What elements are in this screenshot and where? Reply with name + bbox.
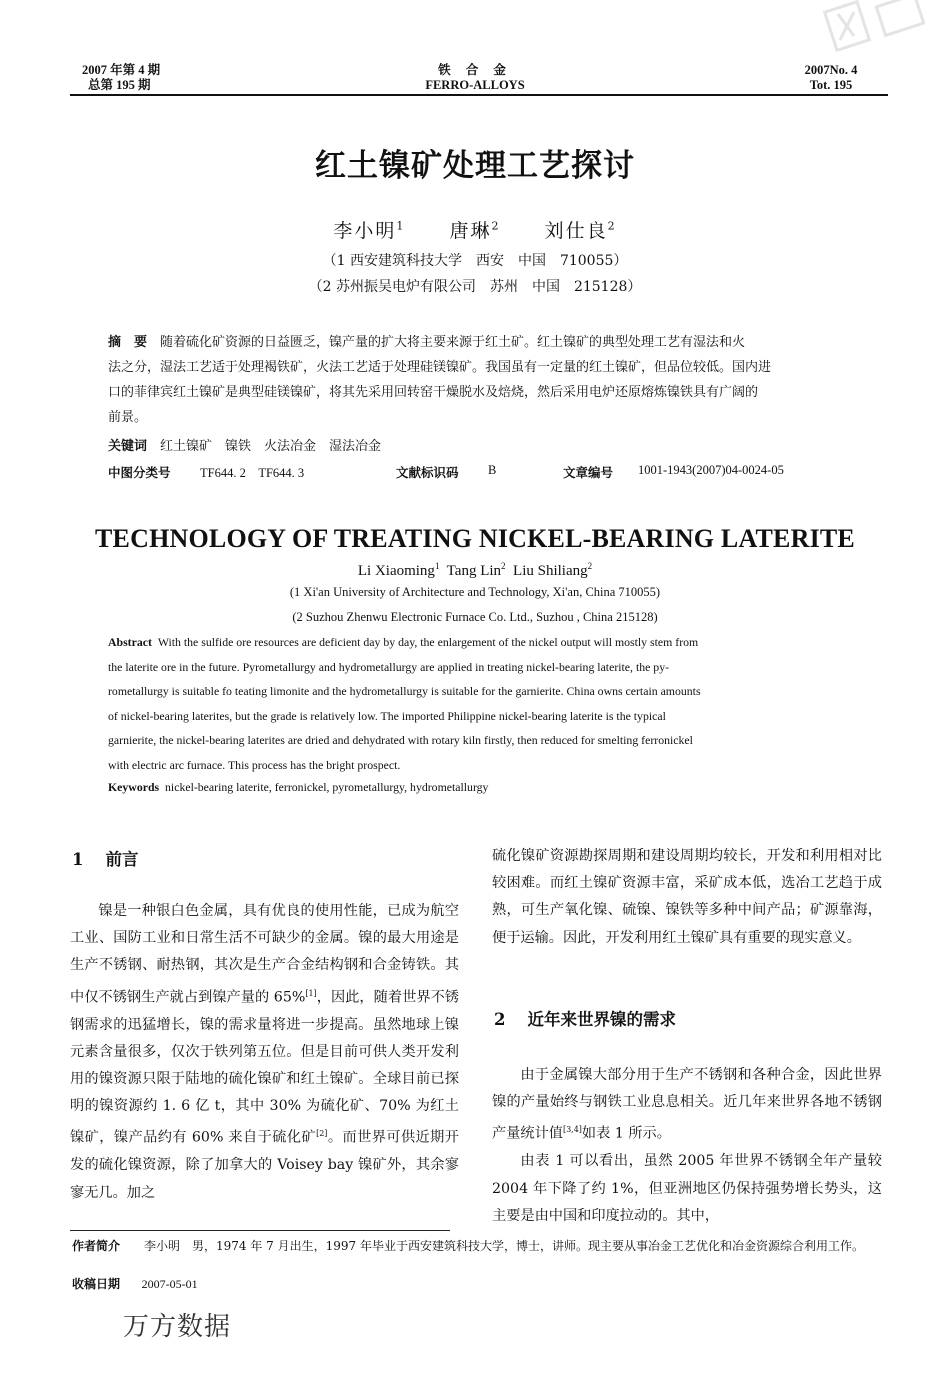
keywords-en-value: nickel-bearing laterite, ferronickel, pyrometallurgy, hydrometallurgy xyxy=(165,780,489,794)
abstract-en-line: rometallurgy is suitable fo teating limonite and the hydrometallurgy is suitable for the garnierite. China owns certain amounts xyxy=(108,684,701,698)
received-date: 2007-05-01 xyxy=(141,1277,198,1291)
affiliation-zh-2: （2 苏州振吴电炉有限公司 苏州 中国 215128） xyxy=(308,279,642,295)
abstract-zh-line: 法之分，湿法工艺适于处理褐铁矿，火法工艺适于处理硅镁镍矿。我国虽有一定量的红土镍矿，但品位较低。国内进 xyxy=(108,360,772,375)
abstract-en-line: with electric arc furnace. This process has the bright prospect. xyxy=(108,757,401,772)
author-zh-2: 唐琳$^2$ xyxy=(449,219,501,242)
keywords-en xyxy=(108,775,844,800)
citation-3-4: [3,4] xyxy=(562,1125,582,1135)
section-1-number: 1 xyxy=(72,850,84,869)
footnote-received xyxy=(72,1276,198,1293)
abstract-en-line: With the sulfide ore resources are deficient day by day, the enlargement of the nickel output will mostly stem from xyxy=(157,635,699,649)
footnote-author-text: 李小明 男，1974 年 7 月出生，1997 年毕业于西安建筑科技大学，博士，讲师。现主要从事冶金工艺优化和冶金资源综合利用工作。 xyxy=(144,1239,864,1253)
abstract-zh-line: 口的菲律宾红土镍矿是典型硅镁镍矿，将其先采用回转窑干燥脱水及焙烧，然后采用电炉还原熔炼镍铁具有广阔的 xyxy=(108,385,759,400)
abstract-en xyxy=(108,630,844,777)
section-2-heading xyxy=(494,1006,676,1030)
abstract-en-line: of nickel-bearing laterites, but the grade is relatively low. The imported Philippine nickel-bearing laterite is the typical xyxy=(108,708,666,723)
header-journal: 铁 合 金 FERRO-ALLOYS xyxy=(425,63,525,92)
section-2-number: 2 xyxy=(494,1010,506,1029)
author-en-1: Li Xiaoming$^1$ xyxy=(357,561,440,579)
section-2-title: 近年来世界镍的需求 xyxy=(527,1010,676,1029)
section-1-title: 前言 xyxy=(105,850,139,869)
author-zh-1: 李小明$^1$ xyxy=(333,219,406,242)
doc-code-label: 文献标识码 xyxy=(396,465,459,480)
header-issue: 2007 年第 4 期 总第 195 期 xyxy=(82,63,161,92)
authors-zh xyxy=(0,216,950,243)
header-rule xyxy=(70,94,888,96)
title-zh: 红土镍矿处理工艺探讨 xyxy=(315,148,635,184)
right-column-continued: 硫化镍矿资源勘探周期和建设周期均较长，开发和利用相对比较困难。而红土镍矿资源丰富，采矿成本低，选冶工艺趋于成熟，可生产氧化镍、硫镍、镍铁等多种中间产品；矿源靠海，便于运输。因此，开发利用红土镍矿具有重要的现实意义。 xyxy=(492,848,882,946)
abstract-en-line: the laterite ore in the future. Pyrometallurgy and hydrometallurgy are applied in treating nickel-bearing laterite, the py- xyxy=(108,659,670,674)
article-no-value: 1001-1943(2007)04-0024-05 xyxy=(638,463,784,477)
affiliation-zh-1: （1 西安建筑科技大学 西安 中国 710055） xyxy=(322,253,628,269)
keywords-zh-value: 红土镍矿 镍铁 火法冶金 湿法冶金 xyxy=(160,439,382,454)
classification-row xyxy=(108,463,848,483)
watermark-logo xyxy=(808,0,950,70)
received-label: 收稿日期 xyxy=(72,1277,121,1291)
author-zh-3: 刘仕良$^2$ xyxy=(544,219,617,242)
abstract-en-label: Abstract xyxy=(108,635,152,649)
section-2-body: 由于金属镍大部分用于生产不锈钢和各种合金，因此世界镍的产量始终与钢铁工业息息相关。近几年来世界各地不锈钢产量统计值[3,4]如表 1 所示。 由表 1 可以看出，虽然 2005 年世界不锈钢全年产量较 2004 年下降了约 1%，但亚洲地区仍保持强势增长势头，这主要是由中国和印度拉动的。其中， xyxy=(492,1067,882,1224)
citation-1: [1] xyxy=(305,988,317,998)
author-en-3: Liu Shiliang$^2$ xyxy=(513,561,593,579)
keywords-zh xyxy=(108,434,848,459)
header-volume: 2007No. 4 Tot. 195 xyxy=(804,63,858,92)
abstract-zh-label: 摘 要 xyxy=(108,335,148,350)
abstract-en-line: garnierite, the nickel-bearing laterites are dried and dehydrated with rotary kiln firstly, then reduced for smelting ferronickel xyxy=(108,733,693,747)
abstract-zh xyxy=(108,330,848,430)
clc-value: TF644. 2 TF644. 3 xyxy=(200,466,305,480)
authors-en xyxy=(0,561,950,580)
section-1-heading xyxy=(72,846,138,870)
abstract-zh-line: 随着硫化矿资源的日益匮乏，镍产量的扩大将主要来源于红土矿。红土镍矿的典型处理工艺有湿法和火 xyxy=(160,335,746,350)
doc-code-value: B xyxy=(488,463,497,477)
wanfang-watermark: 万方数据 xyxy=(123,1312,232,1342)
affiliation-en-1: (1 Xi'an University of Architecture and Technology, Xi'an, China 710055) xyxy=(289,585,661,599)
clc-label: 中图分类号 xyxy=(108,465,171,480)
keywords-en-label: Keywords xyxy=(108,780,160,794)
abstract-zh-line: 前景。 xyxy=(108,410,148,425)
affiliation-en-2: (2 Suzhou Zhenwu Electronic Furnace Co. Ltd., Suzhou , China 215128) xyxy=(292,610,658,624)
citation-2: [2] xyxy=(316,1129,328,1139)
author-en-2: Tang Lin$^2$ xyxy=(446,561,506,579)
footnote-author-label: 作者简介 xyxy=(72,1239,121,1253)
footnote-author xyxy=(72,1238,884,1255)
keywords-zh-label: 关键词 xyxy=(108,439,148,454)
article-no-label: 文章编号 xyxy=(563,465,614,480)
footnote-rule xyxy=(70,1230,450,1231)
section-1-body: 镍是一种银白色金属，具有优良的使用性能，已成为航空工业、国防工业和日常生活不可缺少的金属。镍的最大用途是生产不锈钢、耐热钢，其次是生产合金结构钢和合金铸铁。其中仅不锈钢生产就占到镍产量的 65%[1]，因此，随着世界不锈钢需求的迅猛增长，镍的需求量将进一步提高。虽然地球上镍元素含量很多，仅次于铁列第五位。但是目前可供人类开发利用的镍资源只限于陆地的硫化镍矿和红土镍矿。全球目前已探明的镍资源约 1. 6 亿 t，其中 30% 为硫化矿、70% 为红土镍矿，镍产品约有 60% 来自于硫化矿[2]。而世界可供近期开发的硫化镍资源，除了加拿大的 Voisey bay 镍矿外，其余寥寥无几。加之 xyxy=(70,903,459,1201)
title-en: TECHNOLOGY OF TREATING NICKEL-BEARING LATERITE xyxy=(95,524,855,553)
